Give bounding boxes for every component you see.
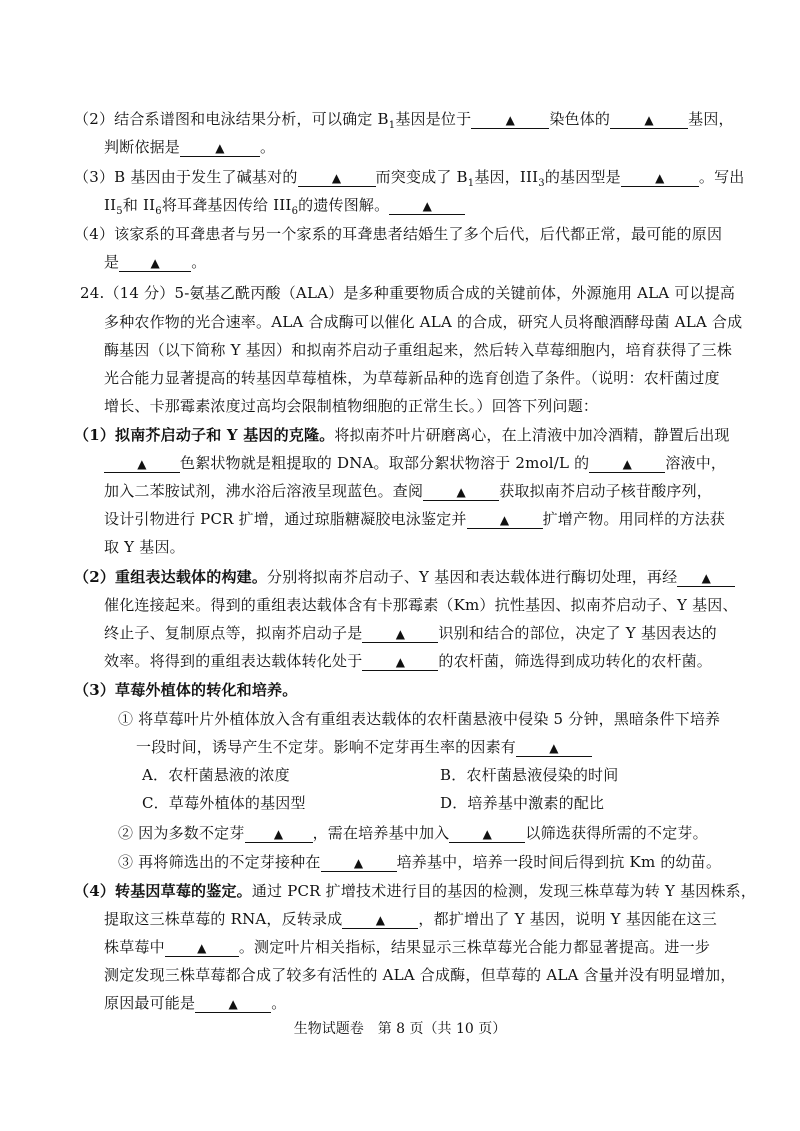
- q24-part4-line2: 提取这三株草莓的 RNA，反转录成 ▲ ，都扩增出了 Y 基因，说明 Y 基因能在这三: [104, 910, 717, 928]
- answer-blank[interactable]: ▲: [342, 910, 418, 929]
- q24-intro-line1: 24.（14 分）5-氨基乙酰丙酸（ALA）是多种重要物质合成的关键前体，外源施用 ALA 可以提高: [80, 284, 736, 302]
- q24-part4-line5: 原因最可能是 ▲ 。: [104, 994, 287, 1012]
- q24-part2-line4: 效率。将得到的重组表达载体转化处于 ▲ 的农杆菌，筛选得到成功转化的农杆菌。: [104, 652, 713, 670]
- q24-part3-item1-line1: ① 将草莓叶片外植体放入含有重组表达载体的农杆菌悬液中侵染 5 分钟，黑暗条件下培养: [118, 710, 721, 728]
- q24-part4-line4: 测定发现三株草莓都合成了较多有活性的 ALA 合成酶，但草莓的 ALA 含量并没有明显增加，: [104, 966, 736, 984]
- answer-blank[interactable]: ▲: [621, 168, 699, 187]
- q24-intro-line4: 光合能力显著提高的转基因草莓植株，为草莓新品种的选育创造了条件。（说明：农杆菌过度: [104, 369, 720, 387]
- answer-blank[interactable]: ▲: [589, 454, 665, 473]
- answer-blank[interactable]: ▲: [610, 110, 688, 129]
- q24-part3-item3: ③ 再将筛选出的不定芽接种在 ▲ 培养基中，培养一段时间后得到抗 Km 的幼苗。: [118, 853, 722, 871]
- q24-part4-line1: （4）转基因草莓的鉴定。通过 PCR 扩增技术进行目的基因的检测，发现三株草莓为转 Y 基因株系，: [74, 882, 757, 900]
- answer-blank[interactable]: ▲: [467, 510, 543, 529]
- answer-blank[interactable]: ▲: [362, 652, 438, 671]
- q23-part2-line1: （2）结合系谱图和电泳结果分析，可以确定 $B_1$基因是位于 ▲ 染色体的 ▲ 基因，: [74, 110, 734, 131]
- answer-blank[interactable]: ▲: [298, 168, 376, 187]
- answer-blank[interactable]: ▲: [165, 938, 239, 957]
- q24-part2-line2: 催化连接起来。得到的重组表达载体含有卡那霉素（Km）抗性基因、拟南芥启动子、Y 基因、: [104, 596, 738, 614]
- answer-blank[interactable]: ▲: [104, 454, 180, 473]
- answer-blank[interactable]: ▲: [423, 482, 499, 501]
- answer-blank[interactable]: ▲: [321, 853, 397, 872]
- answer-blank[interactable]: ▲: [677, 568, 735, 587]
- answer-blank[interactable]: ▲: [449, 824, 525, 843]
- q23-part4-line2: 是 ▲ 。: [104, 253, 207, 271]
- answer-blank[interactable]: ▲: [516, 738, 592, 757]
- q24-part3-item1-line2: 一段时间，诱导产生不定芽。影响不定芽再生率的因素有 ▲: [136, 736, 592, 758]
- q24-part1-line3: 加入二苯胺试剂，沸水浴后溶液呈现蓝色。查阅 ▲ 获取拟南芥启动子核苷酸序列，: [104, 482, 713, 500]
- q24-part2-line3: 终止子、复制原点等，拟南芥启动子是 ▲ 识别和结合的部位，决定了 Y 基因表达的: [104, 624, 717, 642]
- q23-part3-line1: （3）B 基因由于发生了碱基对的 ▲ 而突变成了 $B_1$基因，$III_3$的基因型是 ▲ 。写出: [74, 168, 745, 189]
- q24-part3-heading: （3）草莓外植体的转化和培养。: [74, 681, 298, 699]
- q24-part3-item2: ② 因为多数不定芽 ▲ ，需在培养基中加入 ▲ 以筛选获得所需的不定芽。: [118, 824, 708, 842]
- answer-blank[interactable]: ▲: [195, 994, 271, 1013]
- q24-part1-line5: 取 Y 基因。: [104, 538, 185, 556]
- option-a[interactable]: A．农杆菌悬液的浓度: [142, 766, 290, 784]
- q23-part2-line2: 判断依据是 ▲ 。: [104, 138, 276, 156]
- q24-part1-line2: ▲ 色絮状物就是粗提取的 DNA。取部分絮状物溶于 2mol/L 的 ▲ 溶液中，: [104, 452, 726, 474]
- answer-blank[interactable]: ▲: [362, 624, 438, 643]
- answer-blank[interactable]: ▲: [245, 824, 313, 843]
- q24-intro-line3: 酶基因（以下简称 Y 基因）和拟南芥启动子重组起来，然后转入草莓细胞内，培育获得了三株: [104, 341, 733, 359]
- q24-intro-line5: 增长、卡那霉素浓度过高均会限制植物细胞的正常生长。）回答下列问题：: [104, 397, 599, 415]
- answer-blank[interactable]: ▲: [389, 196, 465, 215]
- q24-part2-line1: （2）重组表达载体的构建。分别将拟南芥启动子、Y 基因和表达载体进行酶切处理，再经 ▲: [74, 566, 735, 588]
- q24-intro-line2: 多种农作物的光合速率。ALA 合成酶可以催化 ALA 的合成，研究人员将酿酒酵母菌 ALA 合成: [104, 313, 743, 331]
- q24-part1-line4: 设计引物进行 PCR 扩增，通过琼脂糖凝胶电泳鉴定并 ▲ 扩增产物。用同样的方法获: [104, 510, 726, 528]
- q23-part3-line2: $II_5$和 $II_6$将耳聋基因传给 $III_6$的遗传图解。 ▲: [104, 194, 465, 223]
- page-footer: 生物试题卷 第 8 页（共 10 页）: [293, 1021, 507, 1037]
- answer-blank[interactable]: ▲: [471, 110, 549, 129]
- q23-part4-line1: （4）该家系的耳聋患者与另一个家系的耳聋患者结婚生了多个后代，后代都正常，最可能的原因: [74, 225, 723, 243]
- q24-part1-line1: （1）拟南芥启动子和 Y 基因的克隆。将拟南芥叶片研磨离心，在上清液中加冷酒精，静置后出现: [74, 426, 730, 444]
- q24-part4-line3: 株草莓中 ▲ 。测定叶片相关指标，结果显示三株草莓光合能力都显著提高。进一步: [104, 938, 711, 956]
- option-c[interactable]: C．草莓外植体的基因型: [142, 794, 306, 812]
- answer-blank[interactable]: ▲: [119, 253, 191, 272]
- option-b[interactable]: B．农杆菌悬液侵染的时间: [440, 766, 619, 784]
- answer-blank[interactable]: ▲: [180, 138, 260, 157]
- option-d[interactable]: D．培养基中激素的配比: [440, 794, 605, 812]
